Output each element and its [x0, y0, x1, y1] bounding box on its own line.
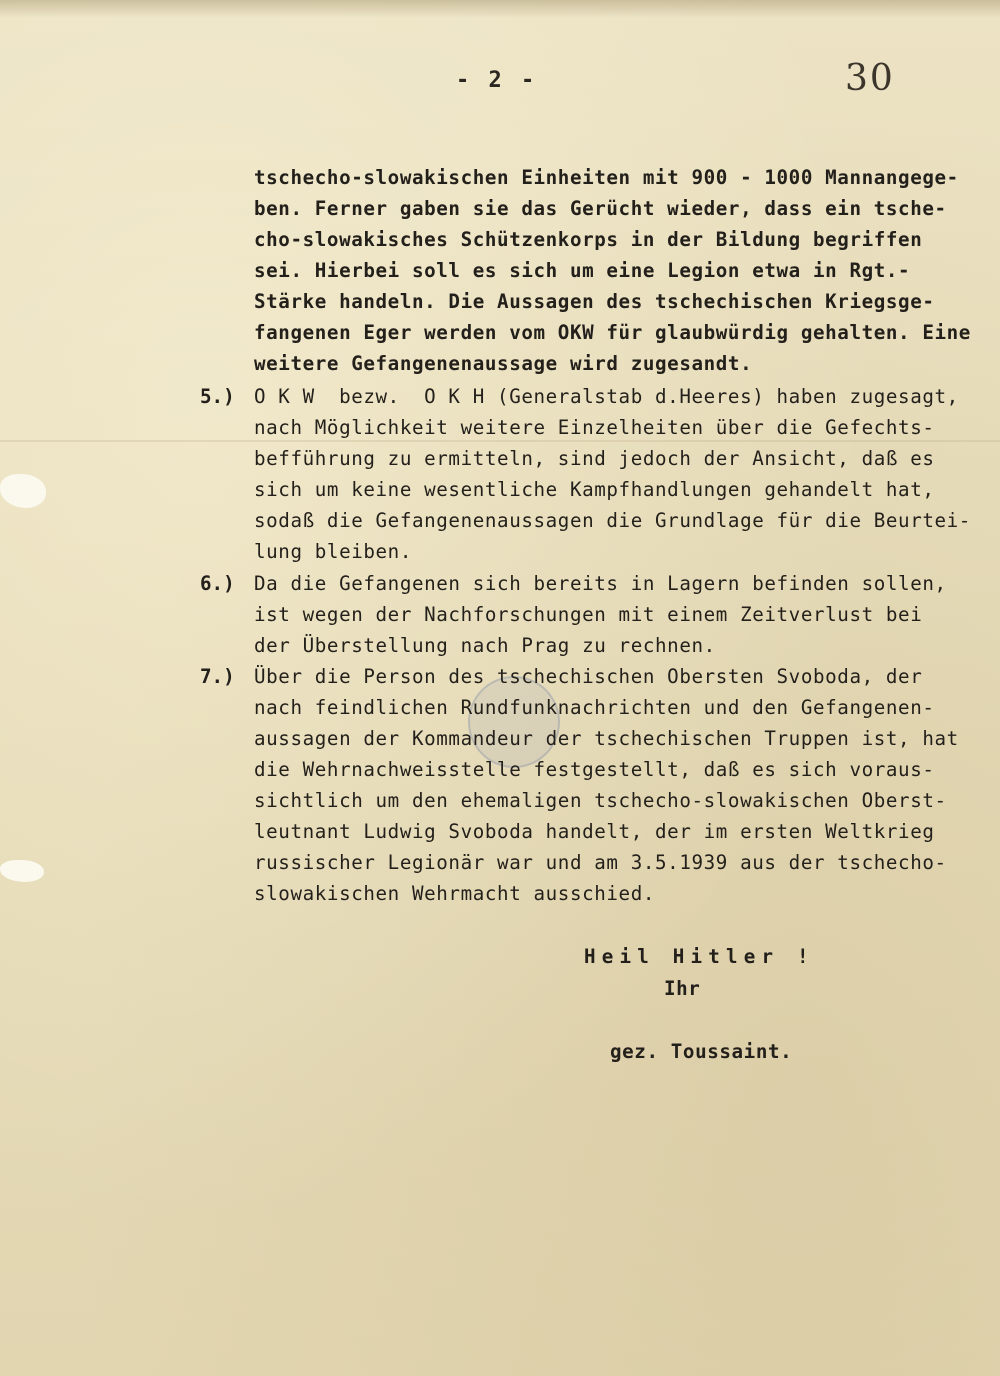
text-line: der Überstellung nach Prag zu rechnen.: [254, 634, 716, 657]
text-line: fangenen Eger werden vom OKW für glaubwürdig gehalten. Eine: [254, 321, 971, 344]
punch-hole-upper: [0, 474, 46, 508]
text-line: weitere Gefangenenaussage wird zugesandt.: [254, 352, 753, 375]
text-line: aussagen der Kommandeur der tschechischen Truppen ist, hat: [254, 727, 959, 750]
text-line: nach feindlichen Rundfunknachrichten und den Gefangenen-: [254, 696, 935, 719]
item-number: 5.): [200, 385, 235, 408]
text-line: sichtlich um den ehemaligen tschecho-slowakischen Oberst-: [254, 789, 947, 812]
text-line: befführung zu ermitteln, sind jedoch der Ansicht, daß es: [254, 447, 935, 470]
text-line: die Wehrnachweisstelle festgestellt, daß es sich voraus-: [254, 758, 935, 781]
page-number: - 2 -: [456, 68, 538, 93]
item-number: 7.): [200, 665, 235, 688]
text-line: sodaß die Gefangenenaussagen die Grundlage für die Beurtei-: [254, 509, 971, 532]
text-line: sich um keine wesentliche Kampfhandlungen gehandelt hat,: [254, 478, 935, 501]
text-line: leutnant Ludwig Svoboda handelt, der im ersten Weltkrieg: [254, 820, 935, 843]
signature: gez. Toussaint.: [610, 1040, 793, 1063]
text-line: nach Möglichkeit weitere Einzelheiten über die Gefechts-: [254, 416, 935, 439]
text-line: cho-slowakisches Schützenkorps in der Bildung begriffen: [254, 228, 923, 251]
text-line: ist wegen der Nachforschungen mit einem Zeitverlust bei: [254, 603, 923, 626]
text-line: ben. Ferner gaben sie das Gerücht wieder, dass ein tsche-: [254, 197, 947, 220]
faded-stamp: [468, 676, 560, 768]
item-number: 6.): [200, 572, 235, 595]
folio-number: 30: [845, 58, 895, 99]
text-line: lung bleiben.: [254, 540, 412, 563]
paper-fold-mark: [0, 440, 1000, 442]
punch-hole-lower: [0, 860, 44, 882]
text-line: sei. Hierbei soll es sich um eine Legion etwa in Rgt.-: [254, 259, 911, 282]
text-line: russischer Legionär war und am 3.5.1939 aus der tschecho-: [254, 851, 947, 874]
salutation: Heil Hitler !: [584, 945, 815, 968]
text-line: Über die Person des tschechischen Obersten Svoboda, der: [254, 665, 923, 688]
closing-ihr: Ihr: [664, 977, 701, 1000]
text-line: Stärke handeln. Die Aussagen des tschechischen Kriegsge-: [254, 290, 935, 313]
text-line: slowakischen Wehrmacht ausschied.: [254, 882, 656, 905]
text-line: tschecho-slowakischen Einheiten mit 900 - 1000 Mannangege-: [254, 166, 959, 189]
text-line: Da die Gefangenen sich bereits in Lagern befinden sollen,: [254, 572, 947, 595]
paper-top-edge: [0, 0, 1000, 18]
text-line: O K W bezw. O K H (Generalstab d.Heeres) haben zugesagt,: [254, 385, 959, 408]
